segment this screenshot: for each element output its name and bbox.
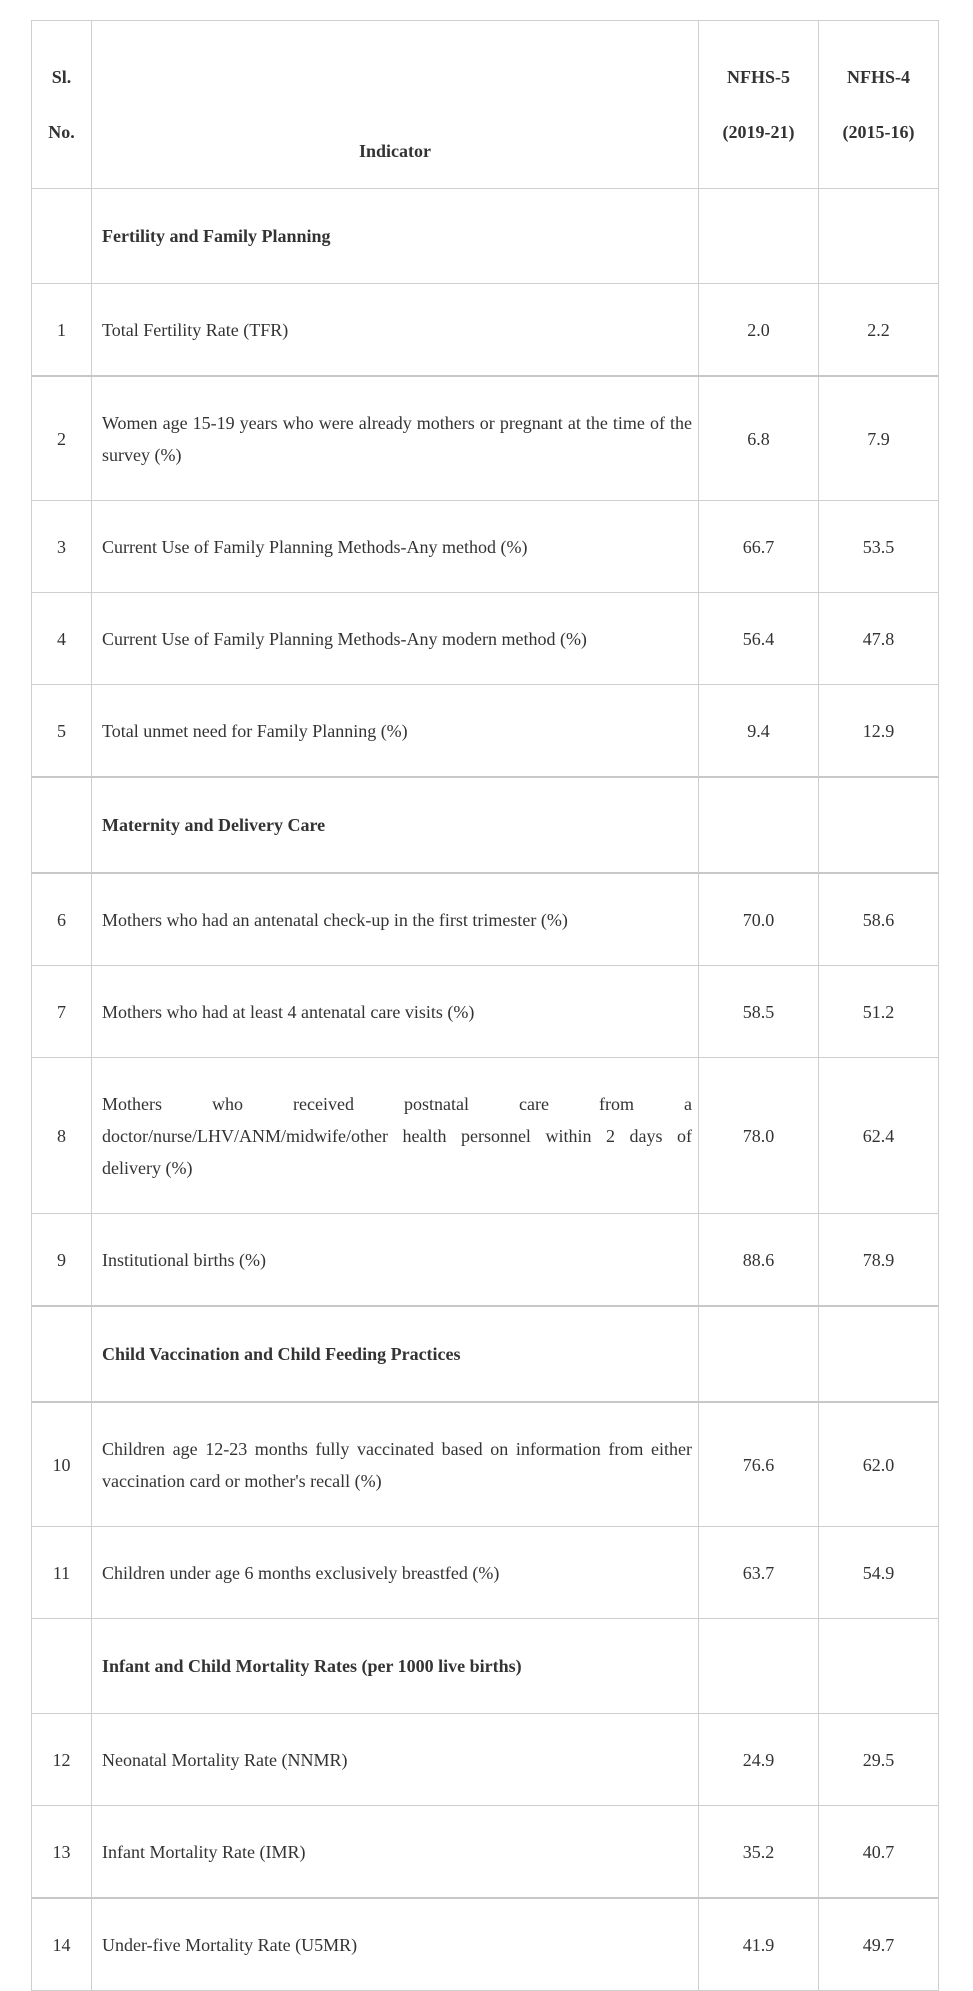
section-blank-cell [699,1306,819,1402]
row-number: 7 [32,966,92,1058]
row-nfhs4-value: 40.7 [819,1806,939,1899]
row-number: 11 [32,1527,92,1619]
table-row [32,501,939,593]
row-nfhs4-value: 62.4 [819,1058,939,1214]
section-blank-cell [819,189,939,284]
section-blank-cell [819,777,939,873]
section-row [32,777,939,873]
row-nfhs5-value: 70.0 [699,873,819,966]
row-number: 12 [32,1714,92,1806]
row-nfhs4-value: 58.6 [819,873,939,966]
section-blank-cell [32,189,92,284]
row-number: 10 [32,1402,92,1527]
row-nfhs5-value: 2.0 [699,284,819,377]
row-indicator: Mothers who received postnatal care from a doctor/nurse/LHV/ANM/midwife/other health personnel within 2 days of delivery (%) [92,1058,699,1214]
row-nfhs4-value: 78.9 [819,1214,939,1307]
table-row [32,873,939,966]
row-nfhs5-value: 78.0 [699,1058,819,1214]
section-blank-cell [699,189,819,284]
section-title: Infant and Child Mortality Rates (per 1000 live births) [92,1619,699,1714]
row-indicator: Neonatal Mortality Rate (NNMR) [92,1714,699,1806]
row-nfhs5-value: 63.7 [699,1527,819,1619]
row-nfhs5-value: 9.4 [699,685,819,778]
table-row [32,1806,939,1899]
row-indicator: Infant Mortality Rate (IMR) [92,1806,699,1899]
row-number: 13 [32,1806,92,1899]
row-nfhs5-value: 56.4 [699,593,819,685]
row-indicator: Mothers who had at least 4 antenatal care visits (%) [92,966,699,1058]
row-indicator: Children age 12-23 months fully vaccinated based on information from either vaccination card or mother's recall (%) [92,1402,699,1527]
section-blank-cell [819,1306,939,1402]
header-nfhs5 [699,21,819,189]
section-blank-cell [699,1619,819,1714]
header-nfhs4-line2: (2015-16) [842,121,915,142]
section-blank-cell [819,1619,939,1714]
row-nfhs4-value: 47.8 [819,593,939,685]
row-indicator: Total Fertility Rate (TFR) [92,284,699,377]
header-indicator: Indicator [92,21,699,189]
row-indicator: Mothers who had an antenatal check-up in the first trimester (%) [92,873,699,966]
header-nfhs5-line2: (2019-21) [722,121,795,142]
table-row [32,284,939,377]
row-indicator: Under-five Mortality Rate (U5MR) [92,1898,699,1991]
header-nfhs5-line1: NFHS-5 [727,66,790,87]
section-row [32,1619,939,1714]
section-blank-cell [32,1619,92,1714]
row-nfhs4-value: 7.9 [819,376,939,501]
row-nfhs4-value: 53.5 [819,501,939,593]
section-blank-cell [32,1306,92,1402]
table-row [32,685,939,778]
row-nfhs4-value: 62.0 [819,1402,939,1527]
row-nfhs4-value: 54.9 [819,1527,939,1619]
header-nfhs4-line1: NFHS-4 [847,66,910,87]
row-number: 14 [32,1898,92,1991]
table-row [32,1714,939,1806]
row-nfhs4-value: 29.5 [819,1714,939,1806]
row-nfhs5-value: 6.8 [699,376,819,501]
row-indicator: Children under age 6 months exclusively breastfed (%) [92,1527,699,1619]
section-title: Maternity and Delivery Care [92,777,699,873]
row-indicator: Women age 15-19 years who were already mothers or pregnant at the time of the survey (%) [92,376,699,501]
table-row [32,966,939,1058]
row-nfhs4-value: 2.2 [819,284,939,377]
row-number: 8 [32,1058,92,1214]
row-number: 5 [32,685,92,778]
table-row [32,1058,939,1214]
row-number: 4 [32,593,92,685]
row-indicator: Total unmet need for Family Planning (%) [92,685,699,778]
row-indicator: Current Use of Family Planning Methods-Any modern method (%) [92,593,699,685]
section-title: Child Vaccination and Child Feeding Practices [92,1306,699,1402]
section-row [32,1306,939,1402]
table-row [32,1527,939,1619]
row-nfhs5-value: 41.9 [699,1898,819,1991]
row-number: 2 [32,376,92,501]
table-row [32,376,939,501]
nfhs-indicator-table [31,20,939,1991]
table-row [32,593,939,685]
section-row [32,189,939,284]
row-nfhs5-value: 35.2 [699,1806,819,1899]
header-sl-no-line1: Sl. [51,66,72,87]
table-row [32,1214,939,1307]
row-nfhs4-value: 12.9 [819,685,939,778]
header-row [32,21,939,189]
table-row [32,1402,939,1527]
header-nfhs4 [819,21,939,189]
table-row [32,1898,939,1991]
row-nfhs4-value: 51.2 [819,966,939,1058]
section-blank-cell [32,777,92,873]
section-title: Fertility and Family Planning [92,189,699,284]
row-number: 3 [32,501,92,593]
section-blank-cell [699,777,819,873]
row-number: 1 [32,284,92,377]
row-indicator: Current Use of Family Planning Methods-Any method (%) [92,501,699,593]
table-wrapper [31,20,938,1991]
row-nfhs5-value: 66.7 [699,501,819,593]
header-sl-no-line2: No. [48,121,75,142]
row-nfhs5-value: 24.9 [699,1714,819,1806]
row-nfhs5-value: 58.5 [699,966,819,1058]
row-nfhs5-value: 88.6 [699,1214,819,1307]
row-indicator: Institutional births (%) [92,1214,699,1307]
row-number: 6 [32,873,92,966]
row-nfhs5-value: 76.6 [699,1402,819,1527]
header-sl-no [32,21,92,189]
row-nfhs4-value: 49.7 [819,1898,939,1991]
row-number: 9 [32,1214,92,1307]
